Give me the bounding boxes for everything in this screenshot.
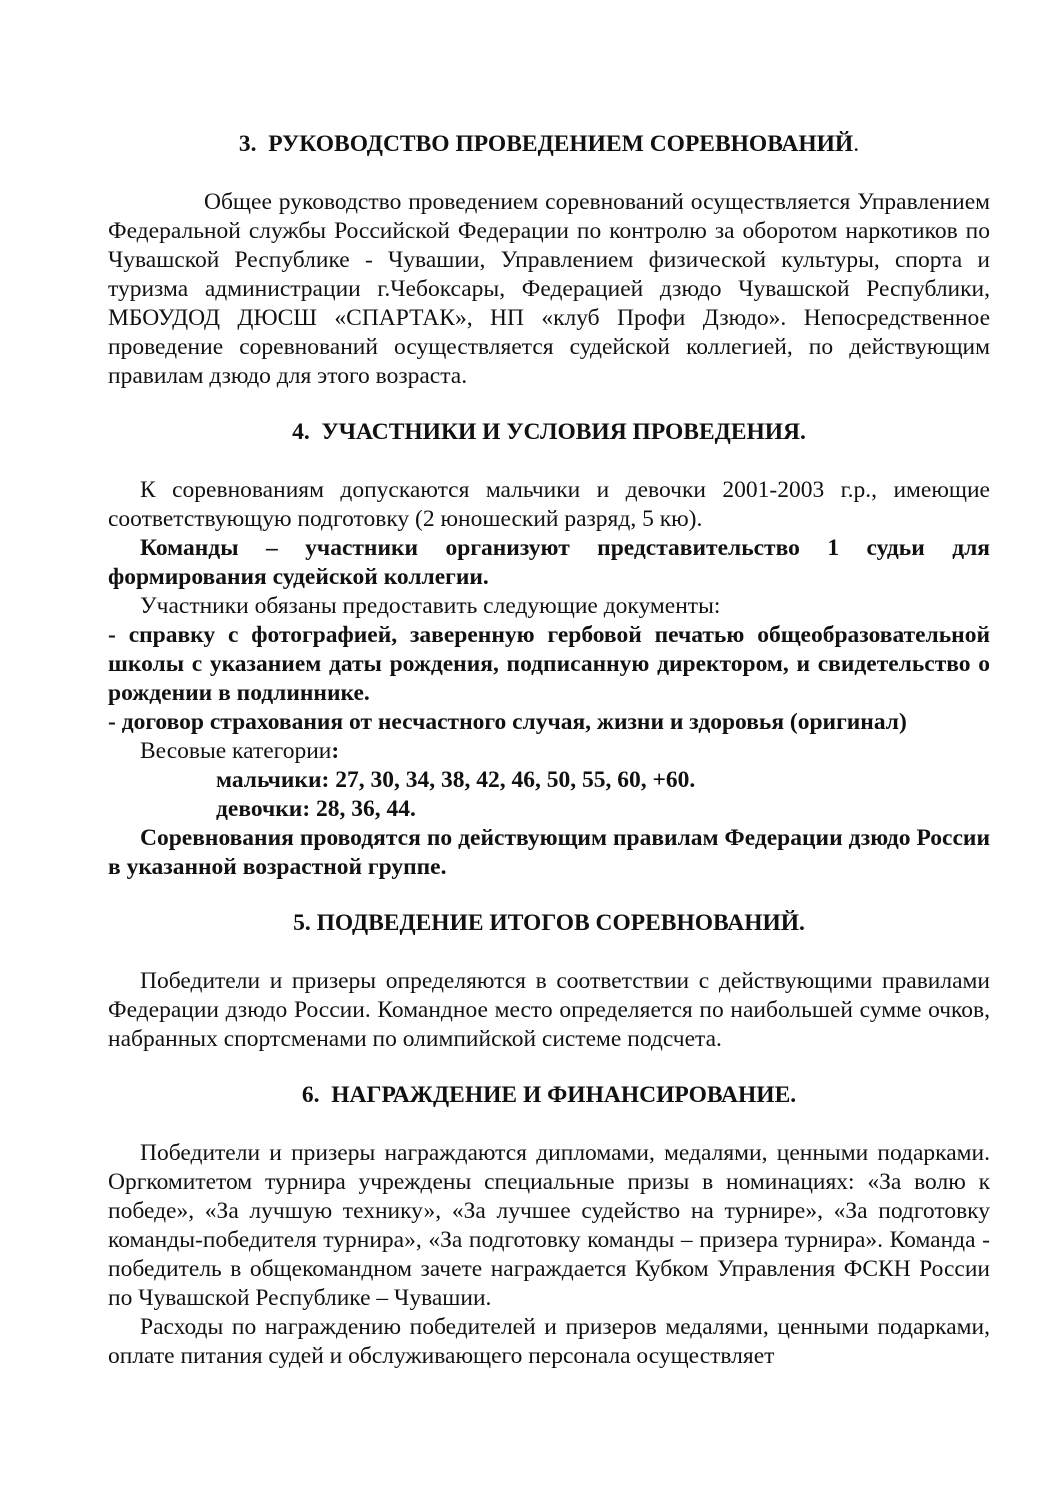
document-page — [108, 118, 990, 1371]
weights-intro-colon: : — [331, 738, 340, 764]
section-4-number: 4. — [292, 419, 310, 445]
section-4-document-1: - справку с фотографией, заверенную гербовой печатью общеобразовательной школы с указанием даты рождения, подписанную директором, и свидетельство о рождении в подлиннике. — [108, 622, 990, 706]
weights-girls: девочки: 28, 36, 44. — [216, 796, 416, 822]
section-4-document-2: - договор страхования от несчастного случая, жизни и здоровья (оригинал) — [108, 709, 907, 735]
section-5-paragraph: Победители и призеры определяются в соответствии с действующими правилами Федерации дзюдо России. Командное место определяется по наибольшей сумме очков, набранных спортсменами по олимпийской системе подсчета. — [108, 968, 990, 1052]
section-4-teams-note: Команды – участники организуют представительство 1 судьи для формирования судейской коллегии. — [108, 535, 990, 590]
section-4-weights-intro — [108, 737, 990, 766]
section-4-heading — [108, 418, 990, 447]
section-3-title-dot: . — [853, 131, 860, 157]
weights-boys: мальчики: 27, 30, 34, 38, 42, 46, 50, 55, 60, +60. — [216, 767, 696, 793]
section-3-heading — [108, 130, 990, 159]
section-4-title: УЧАСТНИКИ И УСЛОВИЯ ПРОВЕДЕНИЯ. — [321, 419, 806, 445]
section-4-rules: Соревнования проводятся по действующим правилам Федерации дзюдо России в указанной возрастной группе. — [108, 825, 990, 880]
section-3-title: РУКОВОДСТВО ПРОВЕДЕНИЕМ СОРЕВНОВАНИЙ — [268, 131, 854, 157]
section-4-documents-intro: Участники обязаны предоставить следующие документы: — [140, 593, 721, 619]
section-6-number: 6. — [301, 1082, 320, 1108]
section-4-admission: К соревнованиям допускаются мальчики и девочки 2001-2003 г.р., имеющие соответствующую подготовку (2 юношеский разряд, 5 кю). — [108, 477, 990, 532]
section-6-paragraph-2: Расходы по награждению победителей и призеров медалями, ценными подарками, оплате питания судей и обслуживающего персонала осуществляет — [108, 1314, 990, 1369]
section-6-title: НАГРАЖДЕНИЕ И ФИНАНСИРОВАНИЕ. — [331, 1082, 797, 1108]
section-6-heading — [108, 1081, 990, 1110]
section-6-paragraph-1: Победители и призеры награждаются дипломами, медалями, ценными подарками. Оргкомитетом турнира учреждены специальные призы в номинациях: «За волю к победе», «За лучшую технику», «За лучшее судейство на турнире», «За подготовку команды-победителя турнира», «За подготовку команды – призера турнира». Команда - победитель в общекомандном зачете награждается Кубком Управления ФСКН России по Чувашской Республике – Чувашии. — [108, 1140, 990, 1311]
section-3-paragraph: Общее руководство проведением соревнований осуществляется Управлением Федеральной службы Российской Федерации по контролю за оборотом наркотиков по Чувашской Республике - Чувашии, Управлением физической культуры, спорта и туризма администрации г.Чебоксары, Федерацией дзюдо Чувашской Республики, МБОУДОД ДЮСШ «СПАРТАК», НП «клуб Профи Дзюдо». Непосредственное проведение соревнований осуществляется судейской коллегией, по действующим правилам дзюдо для этого возраста. — [108, 189, 990, 389]
weights-intro-label: Весовые категории — [140, 738, 332, 764]
section-3-number: 3. — [238, 131, 257, 157]
section-5-heading: 5. ПОДВЕДЕНИЕ ИТОГОВ СОРЕВНОВАНИЙ. — [293, 910, 805, 936]
